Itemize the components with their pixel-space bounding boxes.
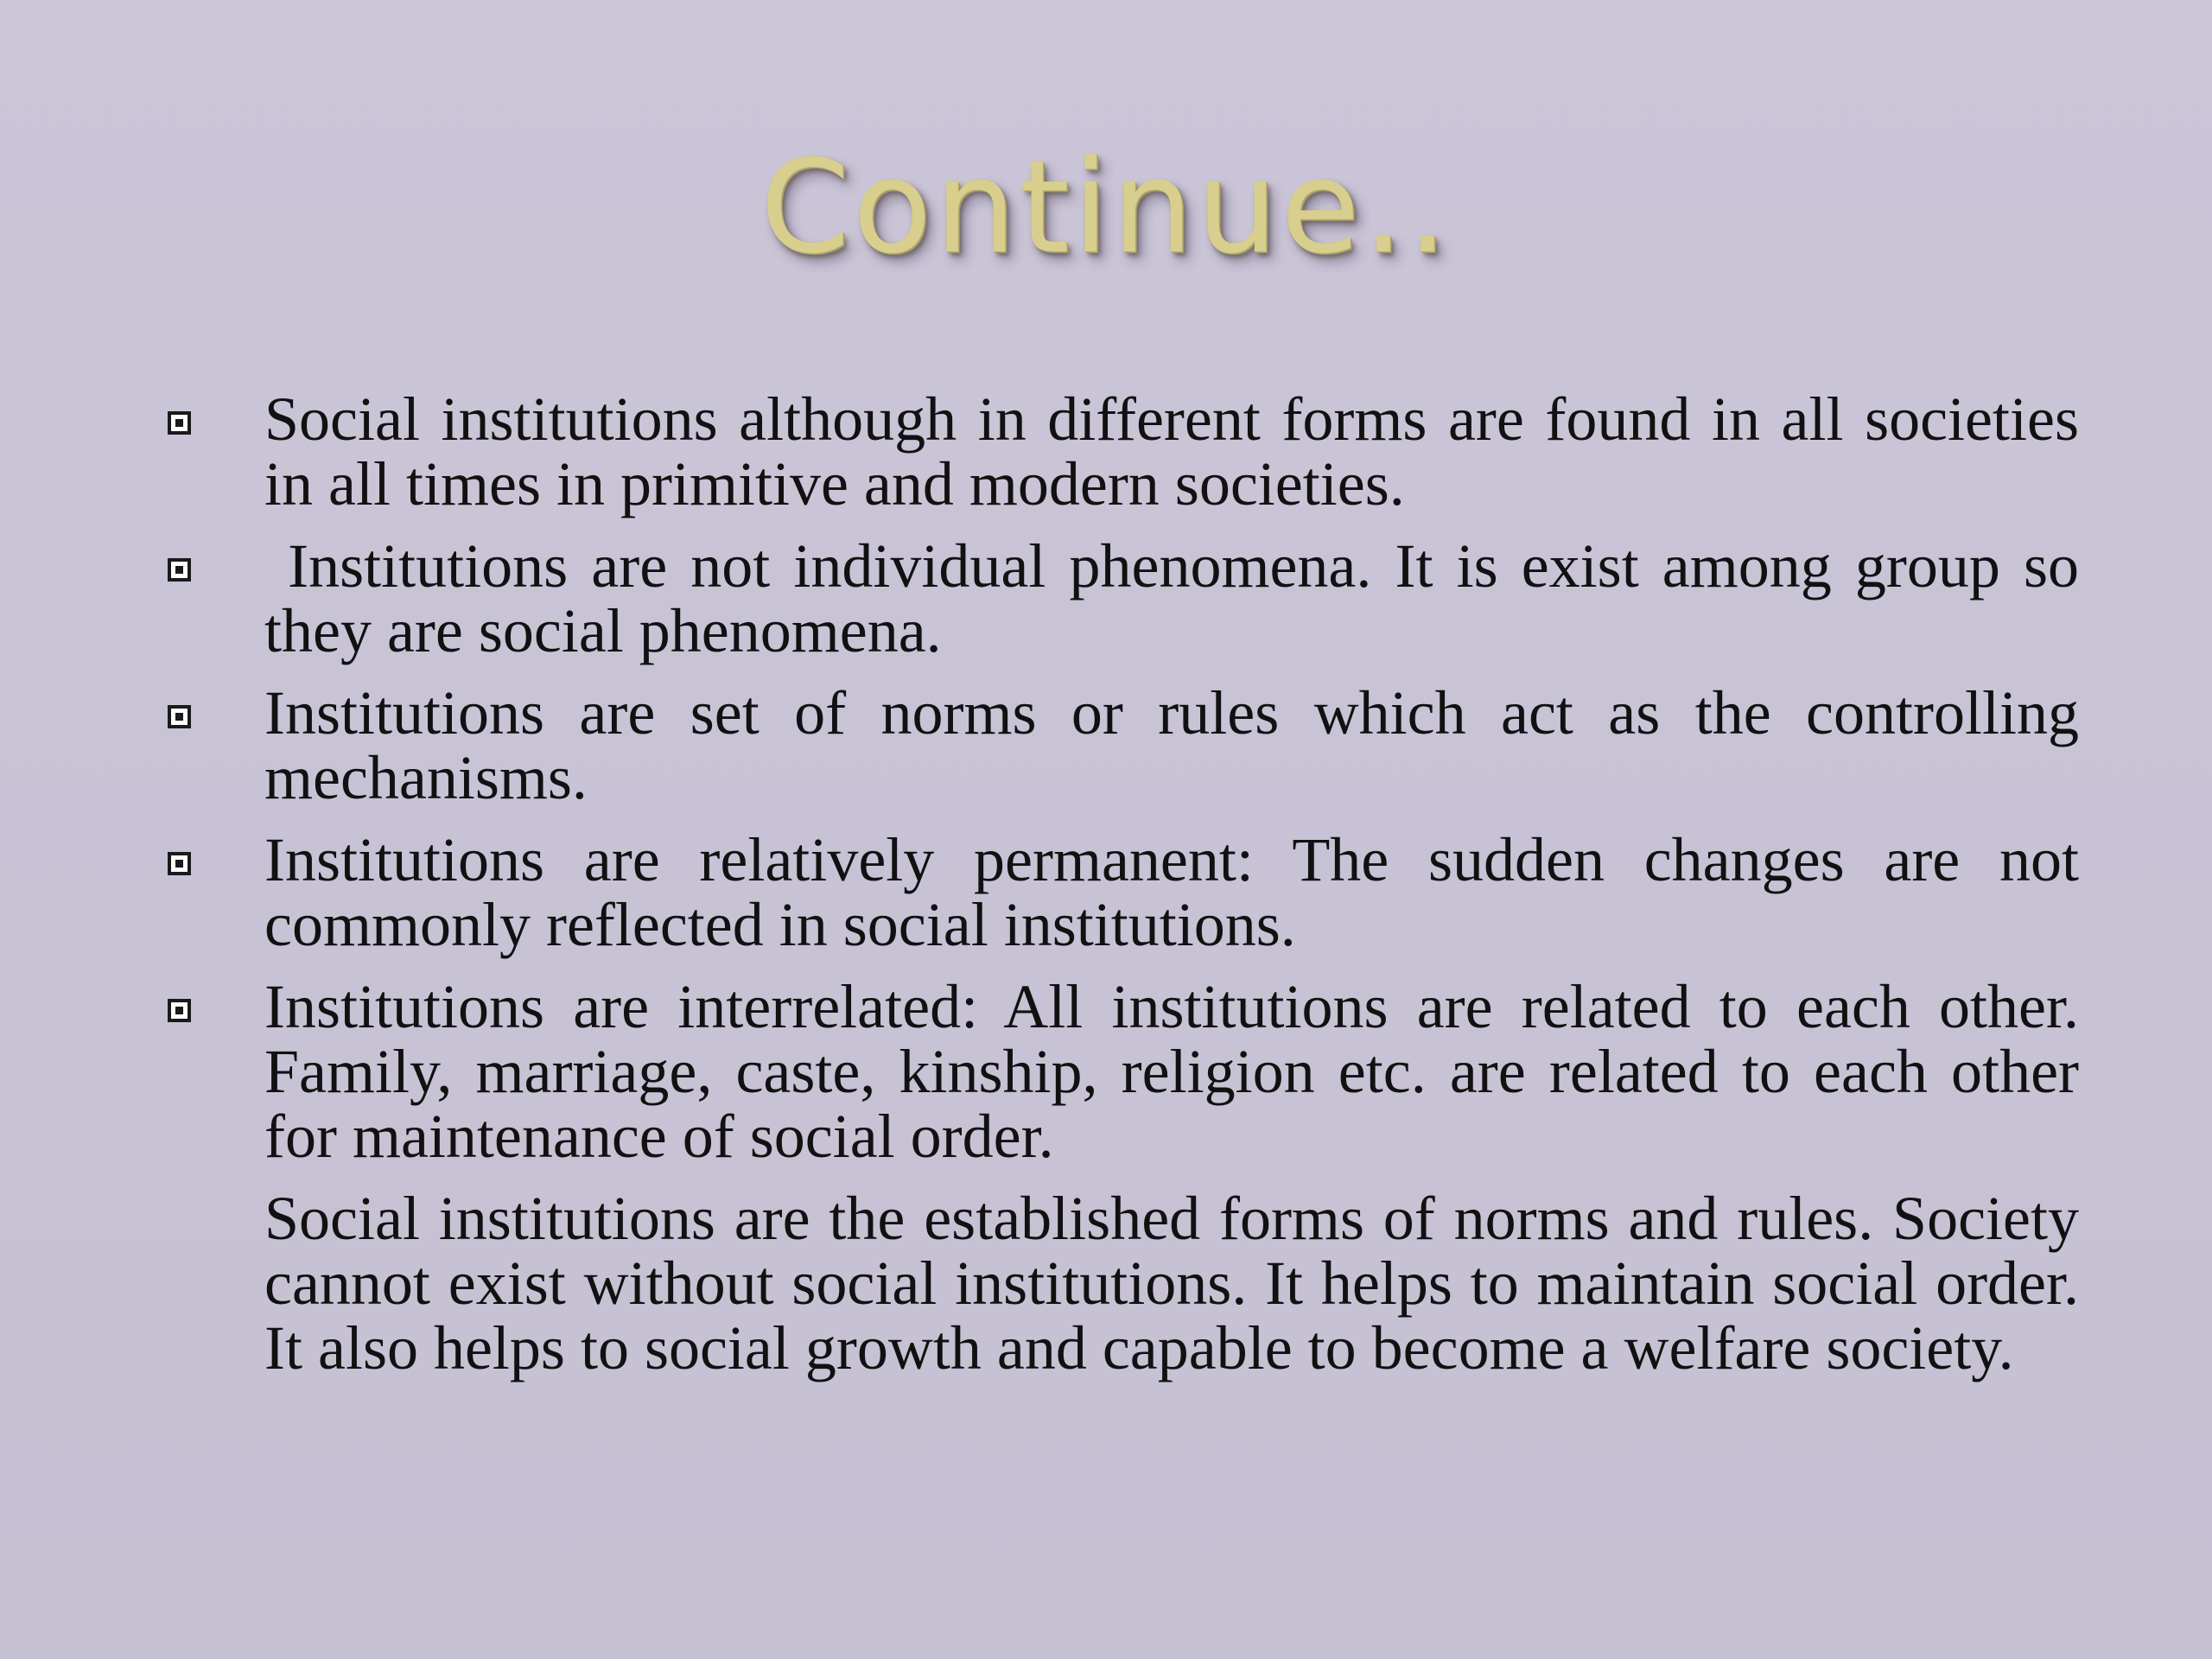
bullet-text: Institutions are not individual phenomena. It is exist among group so they are social phenomena. <box>264 531 2094 665</box>
closing-paragraph: Social institutions are the established forms of norms and rules. Society cannot exist without social institutions. It helps to maintain social order. It also helps to social growth and capable to become a welfare society. <box>264 1184 2079 1382</box>
bullet-text: Social institutions although in different forms are found in all societies in all times in primitive and modern societies. <box>264 385 2079 518</box>
square-dot-bullet-icon <box>168 852 191 875</box>
square-dot-bullet-icon <box>168 999 191 1022</box>
bullet-text: Institutions are set of norms or rules which act as the controlling mechanisms. <box>264 678 2079 812</box>
bullet-item <box>264 678 2079 812</box>
bullet-item <box>264 531 2094 665</box>
bullet-item <box>264 387 2079 517</box>
bullet-item <box>264 825 2079 959</box>
bullet-text: Institutions are relatively permanent: The sudden changes are not commonly reflected in social institutions. <box>264 825 2079 959</box>
slide-title: Continue.. <box>760 133 1452 282</box>
bullet-text: Institutions are interrelated: All institutions are related to each other. Family, marriage, caste, kinship, religion etc. are related to each other for maintenance of social order. <box>264 972 2079 1171</box>
bullet-item <box>264 972 2079 1171</box>
square-dot-bullet-icon <box>168 705 191 728</box>
square-dot-bullet-icon <box>168 411 191 435</box>
square-dot-bullet-icon <box>168 558 191 582</box>
slide-body <box>264 385 2094 1398</box>
